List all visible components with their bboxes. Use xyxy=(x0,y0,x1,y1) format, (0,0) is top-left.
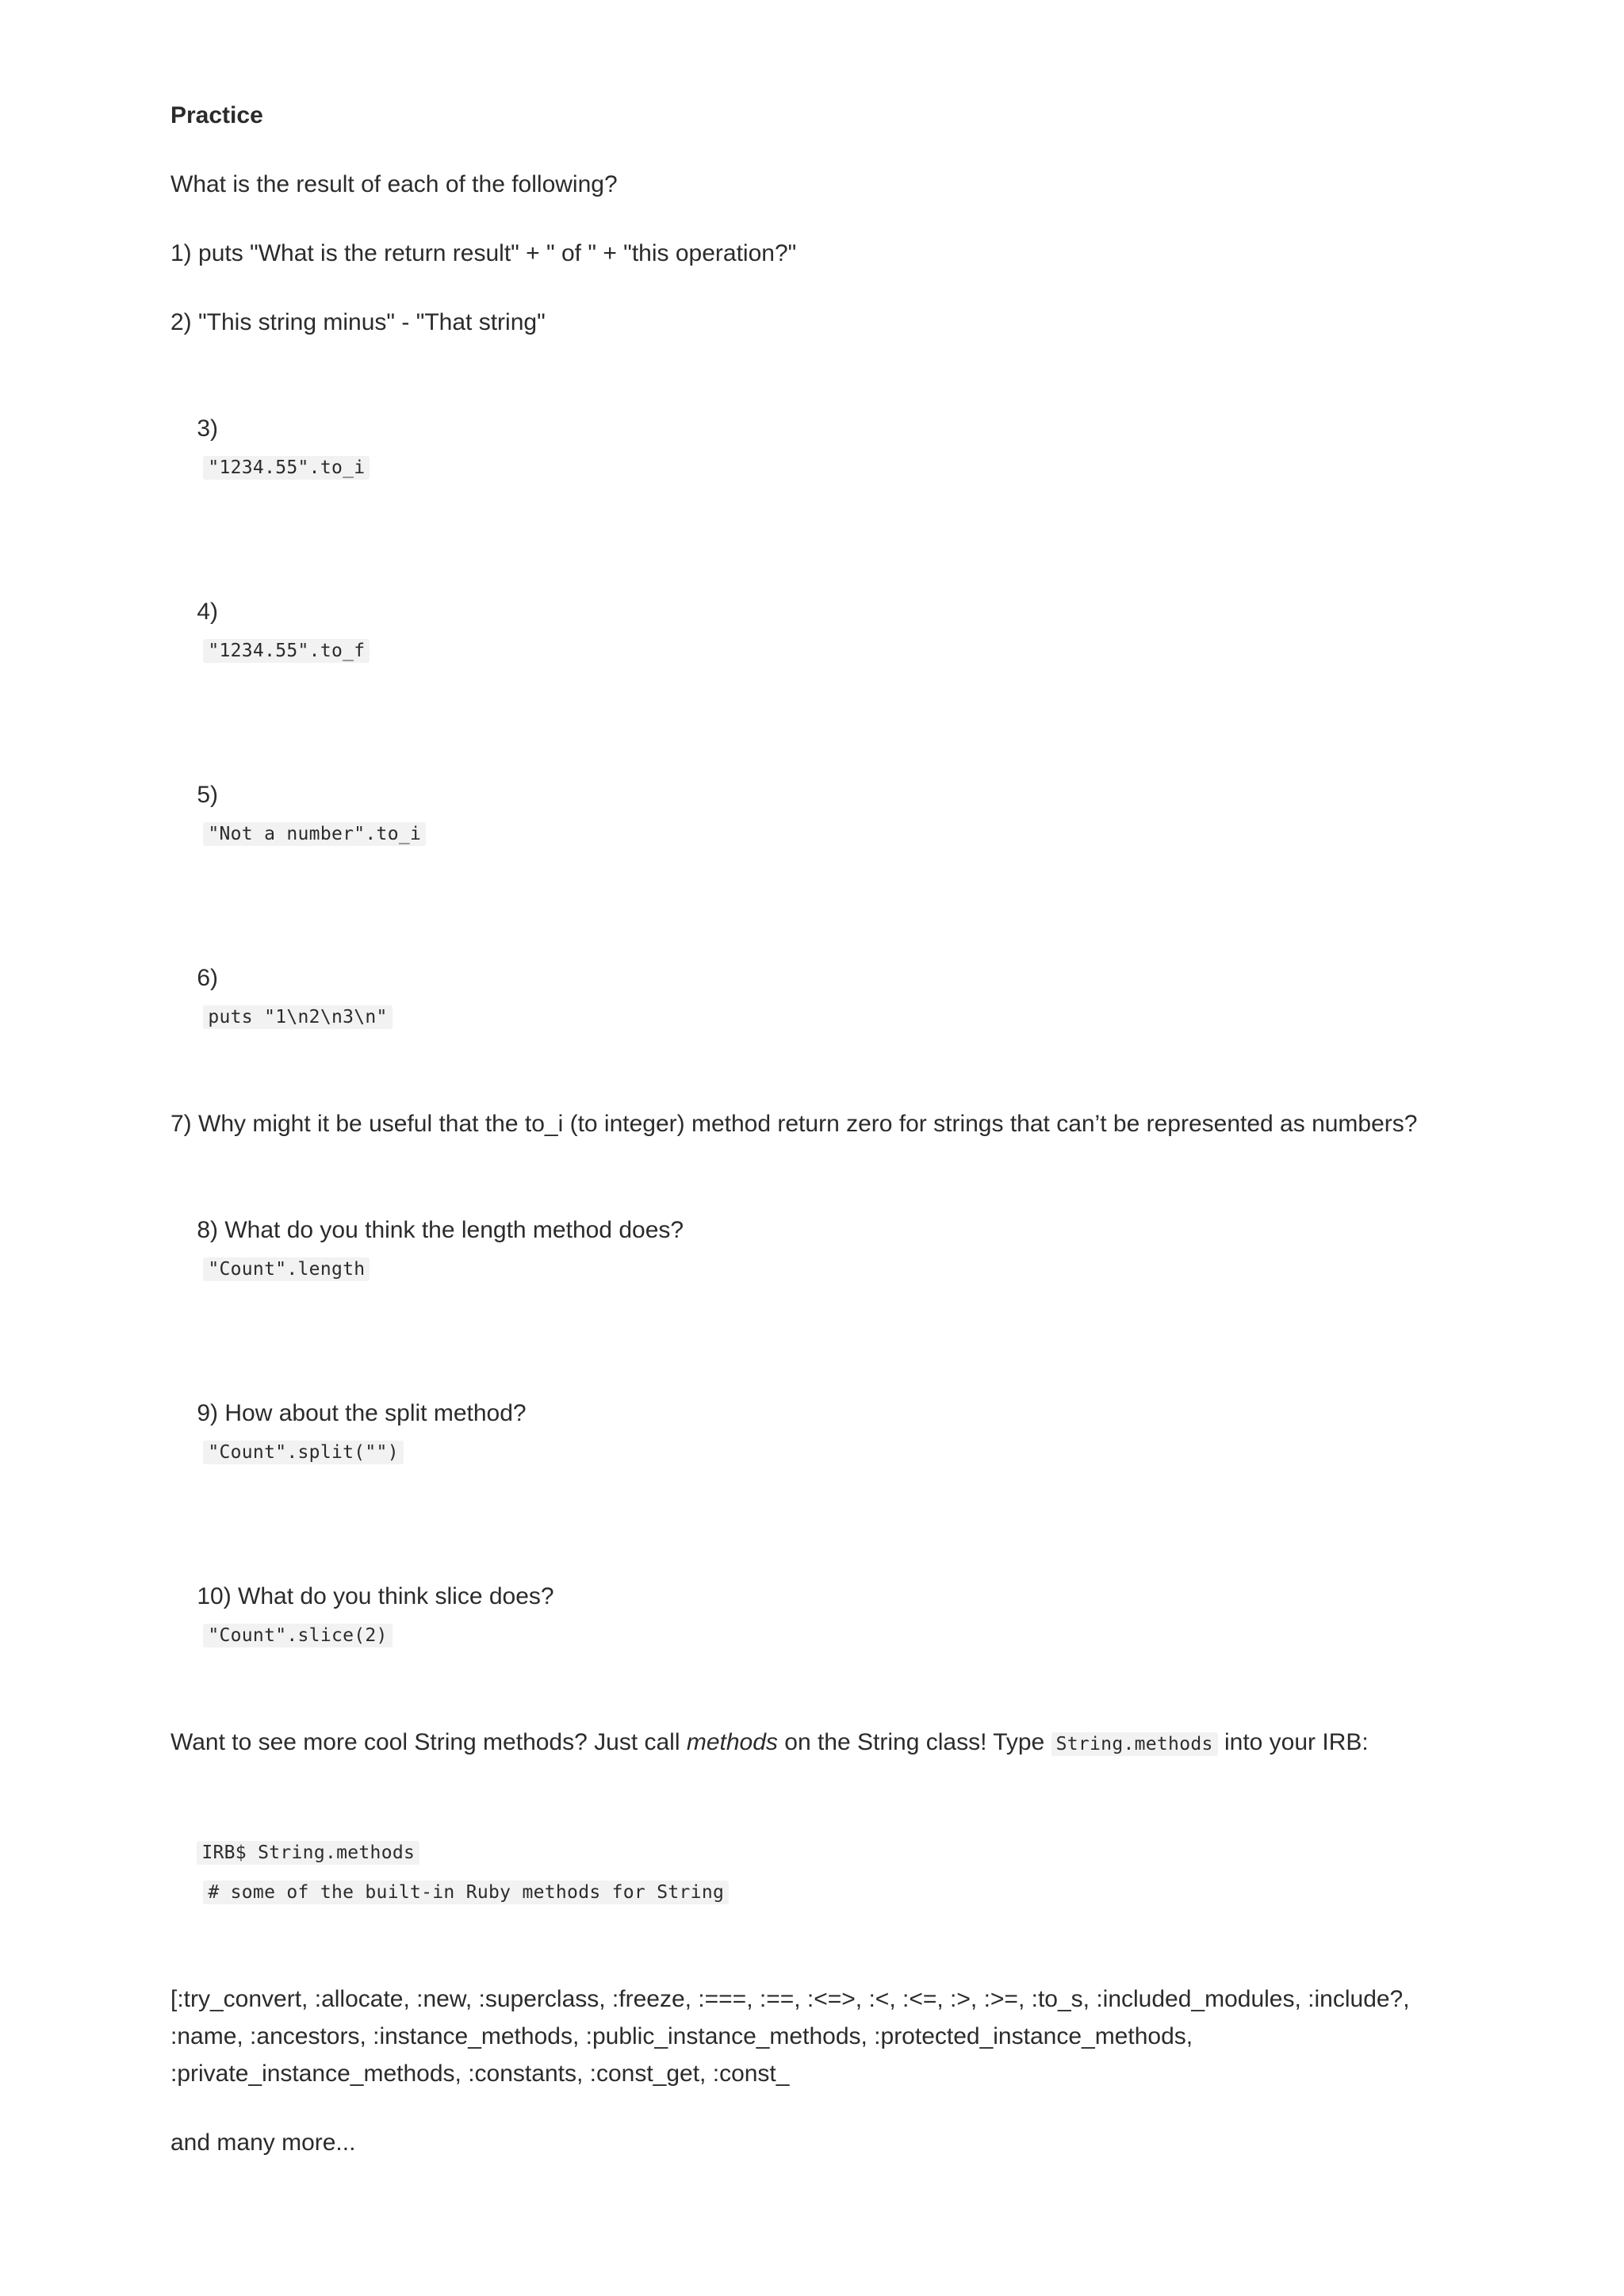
question-6 xyxy=(170,922,1471,1073)
question-9-code: "Count".split("") xyxy=(203,1441,404,1464)
question-6-code: puts "1\n2\n3\n" xyxy=(203,1005,392,1029)
irb-command-line xyxy=(170,1795,1471,1949)
more-text-before: Want to see more cool String methods? Just call xyxy=(170,1729,687,1755)
question-3 xyxy=(170,373,1471,524)
question-4-code: "1234.55".to_f xyxy=(203,639,370,663)
page-title: Practice xyxy=(170,102,263,128)
question-5-number: 5) xyxy=(197,782,219,808)
question-8-text: 8) What do you think the length method does? xyxy=(197,1217,684,1243)
irb-command-code: IRB$ String.methods xyxy=(197,1841,419,1865)
question-10 xyxy=(170,1540,1471,1692)
question-8 xyxy=(170,1174,1471,1326)
question-4 xyxy=(170,556,1471,707)
question-5-code: "Not a number".to_i xyxy=(203,822,426,846)
irb-comment-code: # some of the built-in Ruby methods for String xyxy=(203,1881,729,1904)
question-7: 7) Why might it be useful that the to_i (to integer) method return zero for strings that can’t be represented as numbers? xyxy=(170,1111,1418,1137)
question-1: 1) puts "What is the return result" + " of " + "this operation?" xyxy=(170,240,797,266)
question-10-code: "Count".slice(2) xyxy=(203,1624,392,1647)
question-9-text: 9) How about the split method? xyxy=(197,1400,527,1426)
closing-text: and many more... xyxy=(170,2130,356,2156)
methods-output: [:try_convert, :allocate, :new, :superclass, :freeze, :===, :==, :<=>, :<, :<=, :>, :>=, :to_s, :included_modules, :include?, :name, :ancestors, :instance_methods, :public_instance_methods, :protected_instance_methods, :private_instance_methods, :constants, :const_get, :const_ xyxy=(170,1986,1410,2087)
question-8-code: "Count".length xyxy=(203,1257,370,1281)
question-3-number: 3) xyxy=(197,415,219,442)
intro-text: What is the result of each of the following? xyxy=(170,171,618,197)
question-3-code: "1234.55".to_i xyxy=(203,456,370,480)
more-methods-text xyxy=(170,1724,1471,1763)
more-text-emphasis: methods xyxy=(686,1729,778,1755)
question-2: 2) "This string minus" - "That string" xyxy=(170,309,546,335)
question-6-number: 6) xyxy=(197,965,219,991)
document-page xyxy=(170,97,1471,2193)
question-4-number: 4) xyxy=(197,599,219,625)
more-text-code: String.methods xyxy=(1051,1732,1218,1756)
question-10-text: 10) What do you think slice does? xyxy=(197,1583,554,1609)
question-5 xyxy=(170,739,1471,890)
more-text-middle: on the String class! Type xyxy=(777,1729,1051,1755)
more-text-after: into your IRB: xyxy=(1217,1729,1369,1755)
question-9 xyxy=(170,1357,1471,1509)
